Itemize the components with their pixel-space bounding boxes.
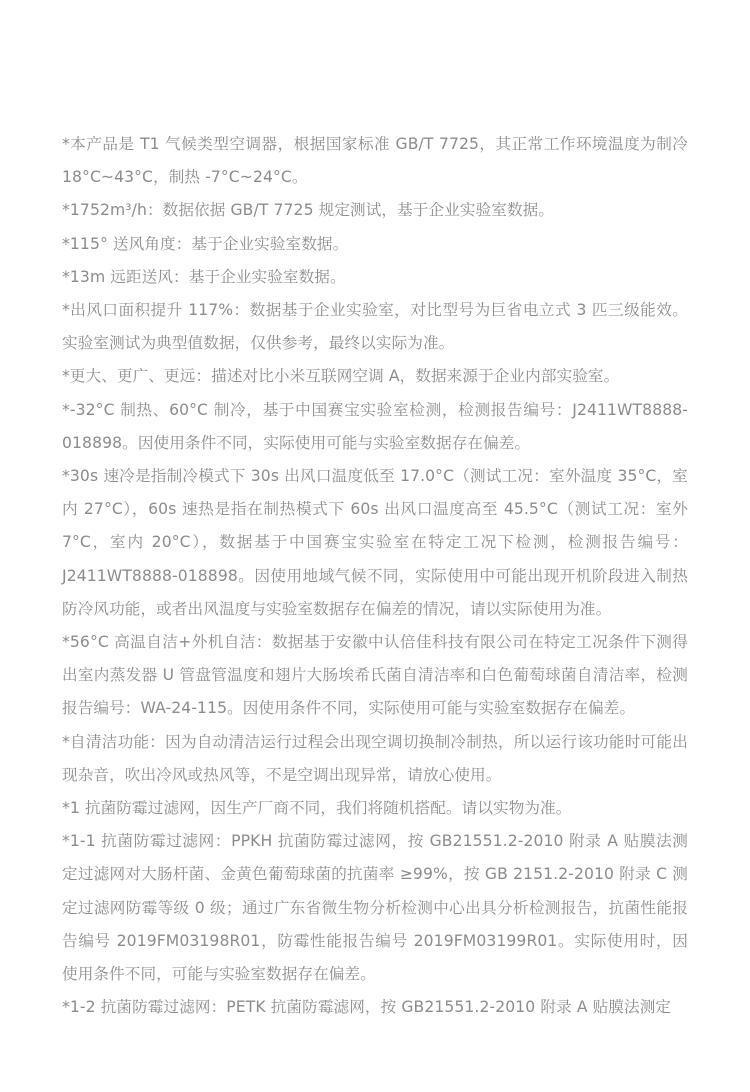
disclaimer-notes — [62, 128, 688, 1024]
note-high-temp-self-clean: *56°C 高温自洁+外机自洁：数据基于安徽中认倍佳科技有限公司在特定工况条件下测得出室内蒸发器 U 管盘管温度和翅片大肠埃希氏菌自清洁率和白色葡萄球菌自清洁率，检测报告编号：WA-24-115。因使用条件不同，实际使用可能与实验室数据存在偏差。 — [62, 633, 688, 718]
note-filter-petk: *1-2 抗菌防霉过滤网：PETK 抗菌防霉滤网，按 GB21551.2-2010 附录 A 贴膜法测定 — [62, 998, 672, 1017]
note-filter-random: *1 抗菌防霉过滤网，因生产厂商不同，我们将随机搭配。请以实物为准。 — [62, 799, 572, 818]
note-outlet-area: *出风口面积提升 117%：数据基于企业实验室，对比型号为巨省电立式 3 匹三级能效。实验室测试为典型值数据，仅供参考，最终以实际为准。 — [62, 301, 688, 353]
note-airflow-volume: *1752m³/h：数据依据 GB/T 7725 规定测试，基于企业实验室数据。 — [62, 201, 555, 220]
note-extreme-temperature: *-32°C 制热、60°C 制冷，基于中国赛宝实验室检测，检测报告编号：J2411WT8888-018898。因使用条件不同，实际使用可能与实验室数据存在偏差。 — [62, 400, 688, 452]
note-comparison: *更大、更广、更远：描述对比小米互联网空调 A，数据来源于企业内部实验室。 — [62, 367, 620, 386]
note-air-supply-angle: *115° 送风角度：基于企业实验室数据。 — [62, 234, 349, 253]
note-long-distance-air: *13m 远距送风：基于企业实验室数据。 — [62, 267, 346, 286]
note-fast-cool-heat: *30s 速冷是指制冷模式下 30s 出风口温度低至 17.0°C（测试工况：室外温度 35°C，室内 27°C），60s 速热是指在制热模式下 60s 出风口温度高至 45.5°C（测试工况：室外 7°C，室内 20°C），数据基于中国赛宝实验室在特定工况下检测，检测报告编号：J2411WT8888-018898。因使用地域气候不同，实际使用中可能出现开机阶段进入制热防冷风功能，或者出风温度与实验室数据存在偏差的情况，请以实际使用为准。 — [62, 467, 688, 618]
note-filter-ppkh: *1-1 抗菌防霉过滤网：PPKH 抗菌防霉过滤网，按 GB21551.2-2010 附录 A 贴膜法测定过滤网对大肠杆菌、金黄色葡萄球菌的抗菌率 ≥99%，按 GB 2151.2-2010 附录 C 测定过滤网防霉等级 0 级；通过广东省微生物分析检测中心出具分析检测报告，抗菌性能报告编号 2019FM03198R01，防霉性能报告编号 2019FM03199R01。实际使用时，因使用条件不同，可能与实验室数据存在偏差。 — [62, 832, 688, 984]
note-self-clean-function: *自清洁功能：因为自动清洁运行过程会出现空调切换制冷制热，所以运行该功能时可能出现杂音，吹出冷风或热风等，不是空调出现异常，请放心使用。 — [62, 732, 688, 784]
note-operating-temperature: *本产品是 T1 气候类型空调器，根据国家标准 GB/T 7725，其正常工作环境温度为制冷 18°C~43°C，制热 -7°C~24°C。 — [62, 135, 688, 187]
